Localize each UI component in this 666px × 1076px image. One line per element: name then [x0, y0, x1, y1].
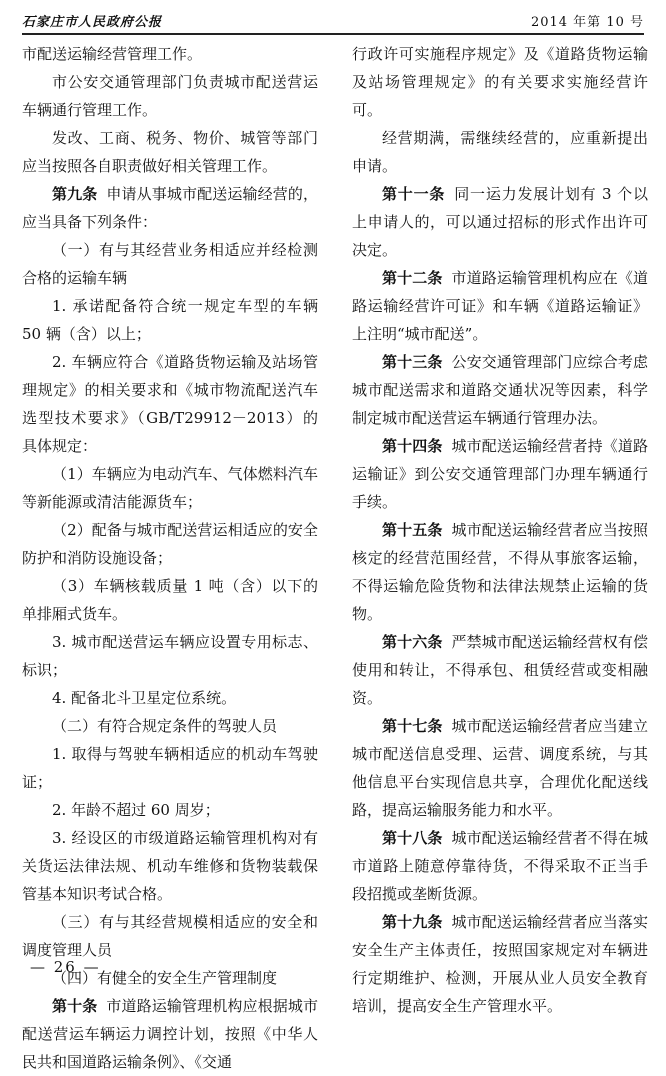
paragraph: [22, 572, 318, 628]
paragraph-text: 3. 经设区的市级道路运输管理机构对有关货运法律法规、机动车维修和货物装载保管基本知识考试合格。: [22, 829, 318, 903]
article-number: 第十八条: [382, 829, 443, 847]
paragraph-text: 城市配送运输经营者应当建立城市配送信息受理、运营、调度系统，与其他信息平台实现信息共享，合理优化配送线路，提高运输服务能力和水平。: [352, 717, 648, 819]
paragraph-text: （二）有符合规定条件的驾驶人员: [52, 717, 278, 735]
paragraph: [352, 124, 648, 180]
paragraph: [352, 432, 648, 516]
paragraph-text: 公安交通管理部门应综合考虑城市配送需求和道路交通状况等因素，科学制定城市配送营运车辆通行管理办法。: [352, 353, 648, 427]
paragraph-text: （3）车辆核载质量 1 吨（含）以下的单排厢式货车。: [22, 577, 318, 623]
article-number: 第十三条: [382, 353, 443, 371]
paragraph: [22, 908, 318, 964]
paragraph-text: 1. 承诺配备符合统一规定车型的车辆 50 辆（含）以上；: [22, 297, 318, 343]
paragraph-text: （一）有与其经营业务相适应并经检测合格的运输车辆: [22, 241, 318, 287]
paragraph: [22, 124, 318, 180]
issue-number: 2014 年第 10 号: [530, 15, 644, 30]
paragraph-text: 3. 城市配送营运车辆应设置专用标志、标识；: [22, 633, 318, 679]
paragraph-text: 发改、工商、税务、物价、城管等部门应当按照各自职责做好相关管理工作。: [22, 129, 318, 175]
paragraph: [352, 180, 648, 264]
paragraph-text: 市道路运输管理机构应根据城市配送营运车辆运力调控计划，按照《中华人民共和国道路运输条例》、《交通: [22, 997, 318, 1071]
paragraph: [22, 740, 318, 796]
paragraph-text: 4. 配备北斗卫星定位系统。: [52, 689, 237, 707]
paragraph: [22, 824, 318, 908]
article-number: 第十四条: [382, 437, 443, 455]
article-number: 第十六条: [382, 633, 443, 651]
paragraph-text: 城市配送运输经营者应当落实安全生产主体责任，按照国家规定对车辆进行定期维护、检测，开展从业人员安全教育培训，提高安全生产管理水平。: [352, 913, 648, 1015]
paragraph-text: （2）配备与城市配送营运相适应的安全防护和消防设施设备；: [22, 521, 318, 567]
paragraph: [22, 68, 318, 124]
article-number: 第十七条: [382, 717, 443, 735]
paragraph-text: 市配送运输经营管理工作。: [22, 45, 203, 63]
paragraph: [22, 712, 318, 740]
paragraph: [22, 236, 318, 292]
paragraph: [22, 40, 318, 68]
right-column: [352, 40, 648, 1020]
paragraph: [22, 516, 318, 572]
article-number: 第十条: [52, 997, 98, 1015]
paragraph-text: 2. 年龄不超过 60 周岁；: [52, 801, 220, 819]
paragraph: [22, 348, 318, 460]
paragraph: [352, 348, 648, 432]
paragraph-text: 市公安交通管理部门负责城市配送营运车辆通行管理工作。: [22, 73, 318, 119]
paragraph: [22, 684, 318, 712]
journal-title: 石家庄市人民政府公报: [22, 15, 163, 30]
paragraph: [352, 40, 648, 124]
paragraph-text: 严禁城市配送运输经营权有偿使用和转让，不得承包、租赁经营或变相融资。: [352, 633, 648, 707]
paragraph-text: （三）有与其经营规模相适应的安全和调度管理人员: [22, 913, 318, 959]
paragraph-text: 城市配送运输经营者持《道路运输证》到公安交通管理部门办理车辆通行手续。: [352, 437, 648, 511]
paragraph: [22, 796, 318, 824]
paragraph-text: 1. 取得与驾驶车辆相适应的机动车驾驶证；: [22, 745, 318, 791]
paragraph-text: 行政许可实施程序规定》及《道路货物运输及站场管理规定》的有关要求实施经营许可。: [352, 45, 648, 119]
left-column: [22, 40, 318, 1076]
paragraph: [352, 824, 648, 908]
paragraph-text: 2. 车辆应符合《道路货物运输及站场管理规定》的相关要求和《城市物流配送汽车选型技术要求》（GB/T29912－2013）的具体规定：: [22, 353, 318, 455]
paragraph-text: 经营期满，需继续经营的，应重新提出申请。: [352, 129, 648, 175]
paragraph: [22, 180, 318, 236]
paragraph: [352, 264, 648, 348]
paragraph-text: 市道路运输管理机构应在《道路运输经营许可证》和车辆《道路运输证》上注明“城市配送”。: [352, 269, 648, 343]
paragraph: [352, 712, 648, 824]
article-number: 第十一条: [382, 185, 446, 203]
paragraph: [352, 516, 648, 628]
paragraph-text: （1）车辆应为电动汽车、气体燃料汽车等新能源或清洁能源货车；: [22, 465, 318, 511]
paragraph-text: 同一运力发展计划有 3 个以上申请人的，可以通过招标的形式作出许可决定。: [352, 185, 648, 259]
article-number: 第十二条: [382, 269, 443, 287]
paragraph: [22, 628, 318, 684]
paragraph: [22, 460, 318, 516]
article-number: 第九条: [52, 185, 98, 203]
page-header: [22, 4, 644, 35]
paragraph: [22, 992, 318, 1076]
paragraph: [22, 292, 318, 348]
article-number: 第十五条: [382, 521, 443, 539]
page-number: — 26 —: [30, 958, 101, 976]
paragraph-text: 城市配送运输经营者不得在城市道路上随意停靠待货，不得采取不正当手段招揽或垄断货源。: [352, 829, 648, 903]
paragraph: [352, 908, 648, 1020]
paragraph-text: 城市配送运输经营者应当按照核定的经营范围经营，不得从事旅客运输，不得运输危险货物和法律法规禁止运输的货物。: [352, 521, 648, 623]
paragraph: [352, 628, 648, 712]
paragraph-text: 申请从事城市配送运输经营的，应当具备下列条件：: [22, 185, 318, 231]
paragraph-text: （四）有健全的安全生产管理制度: [52, 969, 278, 987]
article-number: 第十九条: [382, 913, 443, 931]
